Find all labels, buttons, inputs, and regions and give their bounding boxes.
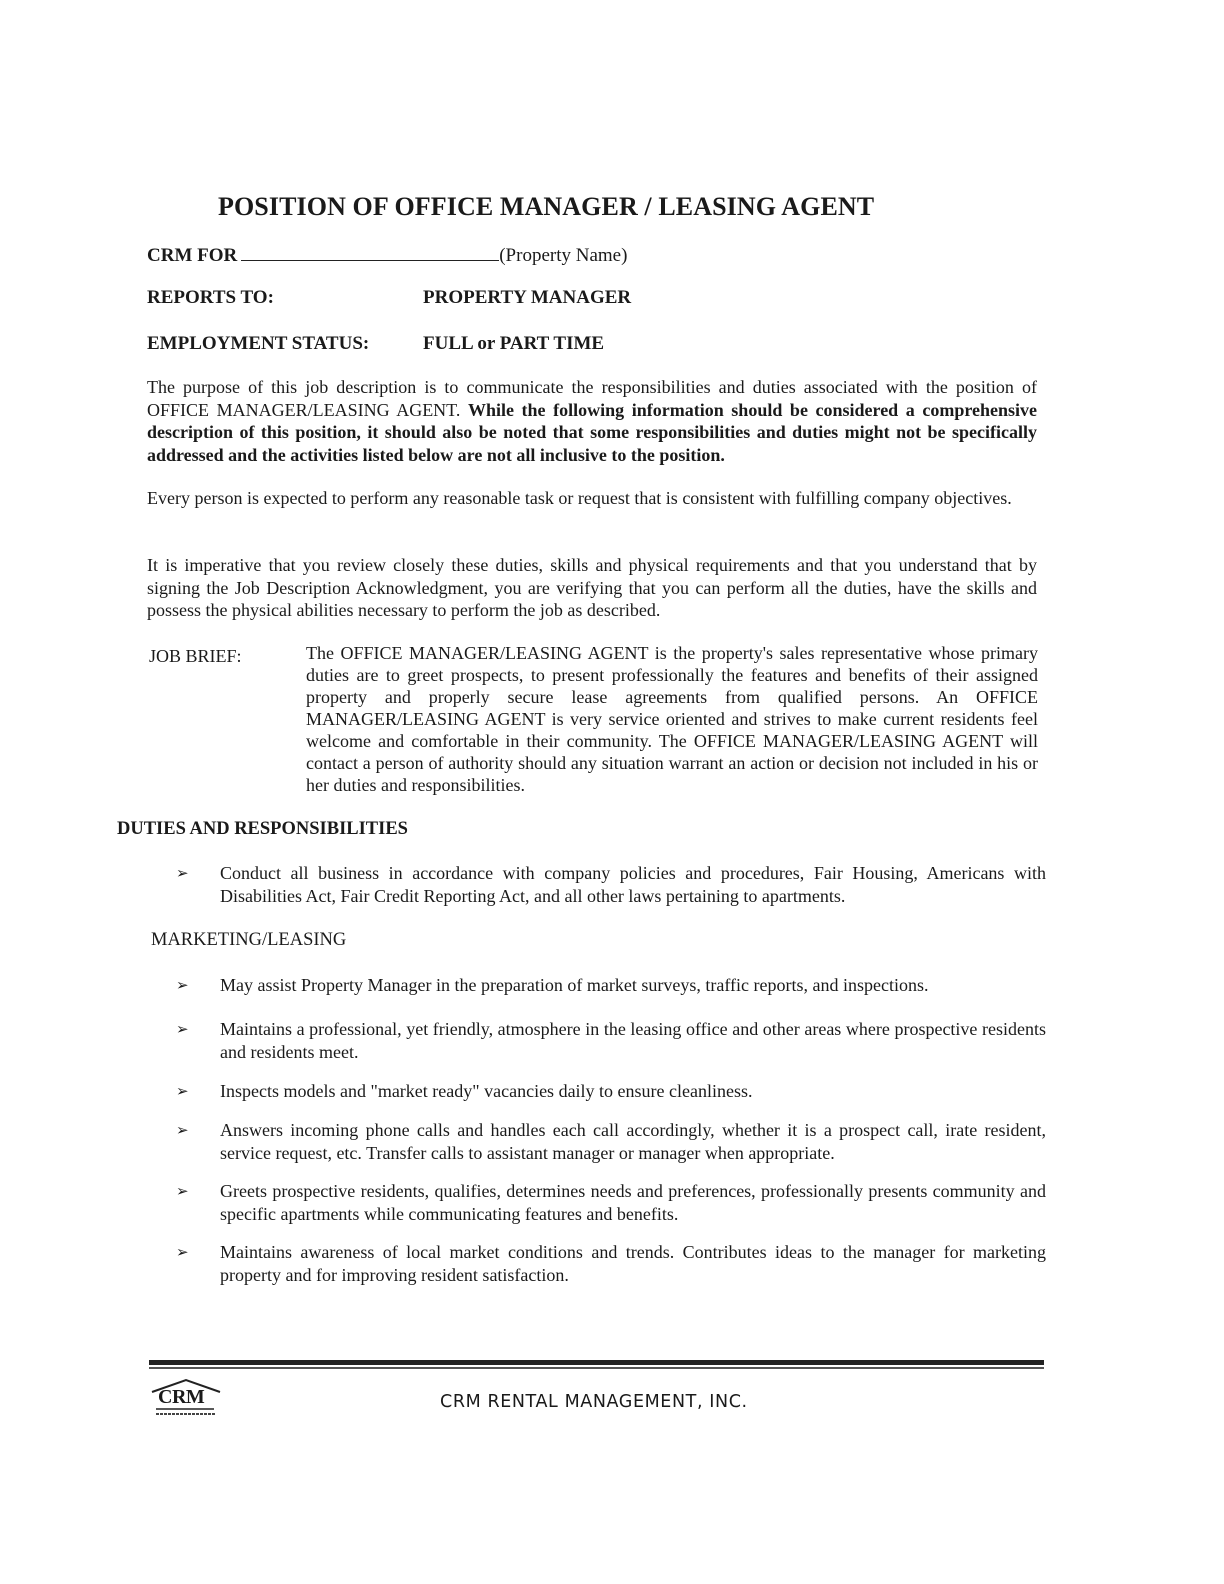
employment-status-value: FULL or PART TIME: [423, 333, 605, 354]
marketing-item: [176, 974, 1046, 997]
purpose-text: The purpose of this job description is to communicate the responsibilities and duties associated with the position of OFFICE MANAGER/LEASING AGENT.: [147, 377, 1037, 420]
job-brief-text: The OFFICE MANAGER/LEASING AGENT is the property's sales representative whose primary duties are to greet prospects, to present professionally the features and benefits of their assigned property and properly secure lease agreements from qualified persons. An OFFICE MANAGER/LEASING AGENT is very service oriented and strives to make current residents feel welcome and comfortable in their community. The OFFICE MANAGER/LEASING AGENT will contact a person of authority should any situation warrant an action or decision not included in his or her duties and responsibilities.: [306, 643, 1038, 795]
marketing-item-text: Maintains a professional, yet friendly, atmosphere in the leasing office and other areas where prospective residents and residents meet.: [220, 1019, 1046, 1062]
property-name-blank: [241, 242, 499, 261]
bullet-arrow-icon: ➢: [176, 1020, 189, 1038]
marketing-item: [176, 1080, 1046, 1103]
document-title: POSITION OF OFFICE MANAGER / LEASING AGENT: [218, 192, 875, 221]
marketing-item-text: Answers incoming phone calls and handles each call accordingly, whether it is a prospect call, irate resident, service request, etc. Transfer calls to assistant manager or manager when appropriate.: [220, 1120, 1046, 1163]
duty-item-text: Conduct all business in accordance with company policies and procedures, Fair Housing, Americans with Disabilities Act, Fair Credit Reporting Act, and all other laws pertaining to apartments.: [220, 863, 1046, 906]
marketing-item: [176, 1241, 1046, 1286]
employment-status-label: EMPLOYMENT STATUS:: [147, 333, 370, 354]
employment-status-row: [147, 333, 605, 355]
bullet-arrow-icon: ➢: [176, 1182, 189, 1200]
bullet-arrow-icon: ➢: [176, 1243, 189, 1261]
footer-rule-thin: [149, 1367, 1044, 1369]
footer-rule: [149, 1360, 1044, 1365]
company-name: CRM RENTAL MANAGEMENT, INC.: [440, 1392, 748, 1412]
bullet-arrow-icon: ➢: [176, 1082, 189, 1100]
reports-to-label: REPORTS TO:: [147, 287, 274, 308]
purpose-paragraph: [147, 376, 1037, 466]
logo-text: CRM: [158, 1386, 205, 1408]
crm-for-label: CRM FOR: [147, 245, 238, 266]
bullet-arrow-icon: ➢: [176, 864, 189, 882]
bullet-arrow-icon: ➢: [176, 976, 189, 994]
marketing-item: [176, 1018, 1046, 1063]
reports-to-row: [147, 287, 632, 309]
marketing-item-text: Maintains awareness of local market conditions and trends. Contributes ideas to the manager for marketing property and for improving resident satisfaction.: [220, 1242, 1046, 1285]
marketing-item: [176, 1119, 1046, 1164]
marketing-item-text: May assist Property Manager in the preparation of market surveys, traffic reports, and inspections.: [220, 975, 929, 995]
every-person-paragraph: Every person is expected to perform any reasonable task or request that is consistent with fulfilling company objectives.: [147, 488, 1012, 508]
marketing-heading: MARKETING/LEASING: [151, 930, 347, 950]
marketing-item: [176, 1180, 1046, 1225]
imperative-paragraph: It is imperative that you review closely these duties, skills and physical requirements and that you understand that by signing the Job Description Acknowledgment, you are verifying that you can perform all the duties, have the skills and possess the physical abilities necessary to perform the job as described.: [147, 555, 1037, 620]
marketing-item-text: Greets prospective residents, qualifies, determines needs and preferences, professionally presents community and specific apartments while communicating features and benefits.: [220, 1181, 1046, 1224]
reports-to-value: PROPERTY MANAGER: [423, 287, 632, 308]
crm-logo: [150, 1378, 224, 1418]
marketing-item-text: Inspects models and "market ready" vacancies daily to ensure cleanliness.: [220, 1081, 753, 1101]
crm-for-line: [147, 242, 627, 267]
bullet-arrow-icon: ➢: [176, 1121, 189, 1139]
property-name-hint: (Property Name): [499, 245, 628, 266]
job-brief-label: JOB BRIEF:: [149, 646, 242, 666]
duty-item: [176, 862, 1046, 907]
duties-heading: DUTIES AND RESPONSIBILITIES: [117, 819, 408, 839]
purpose-bold-text: While the following information should be considered a comprehensive description of this position, it should also be noted that some responsibilities and duties might not be specifically addressed and the activities listed below are not all inclusive to the position.: [147, 399, 1038, 465]
